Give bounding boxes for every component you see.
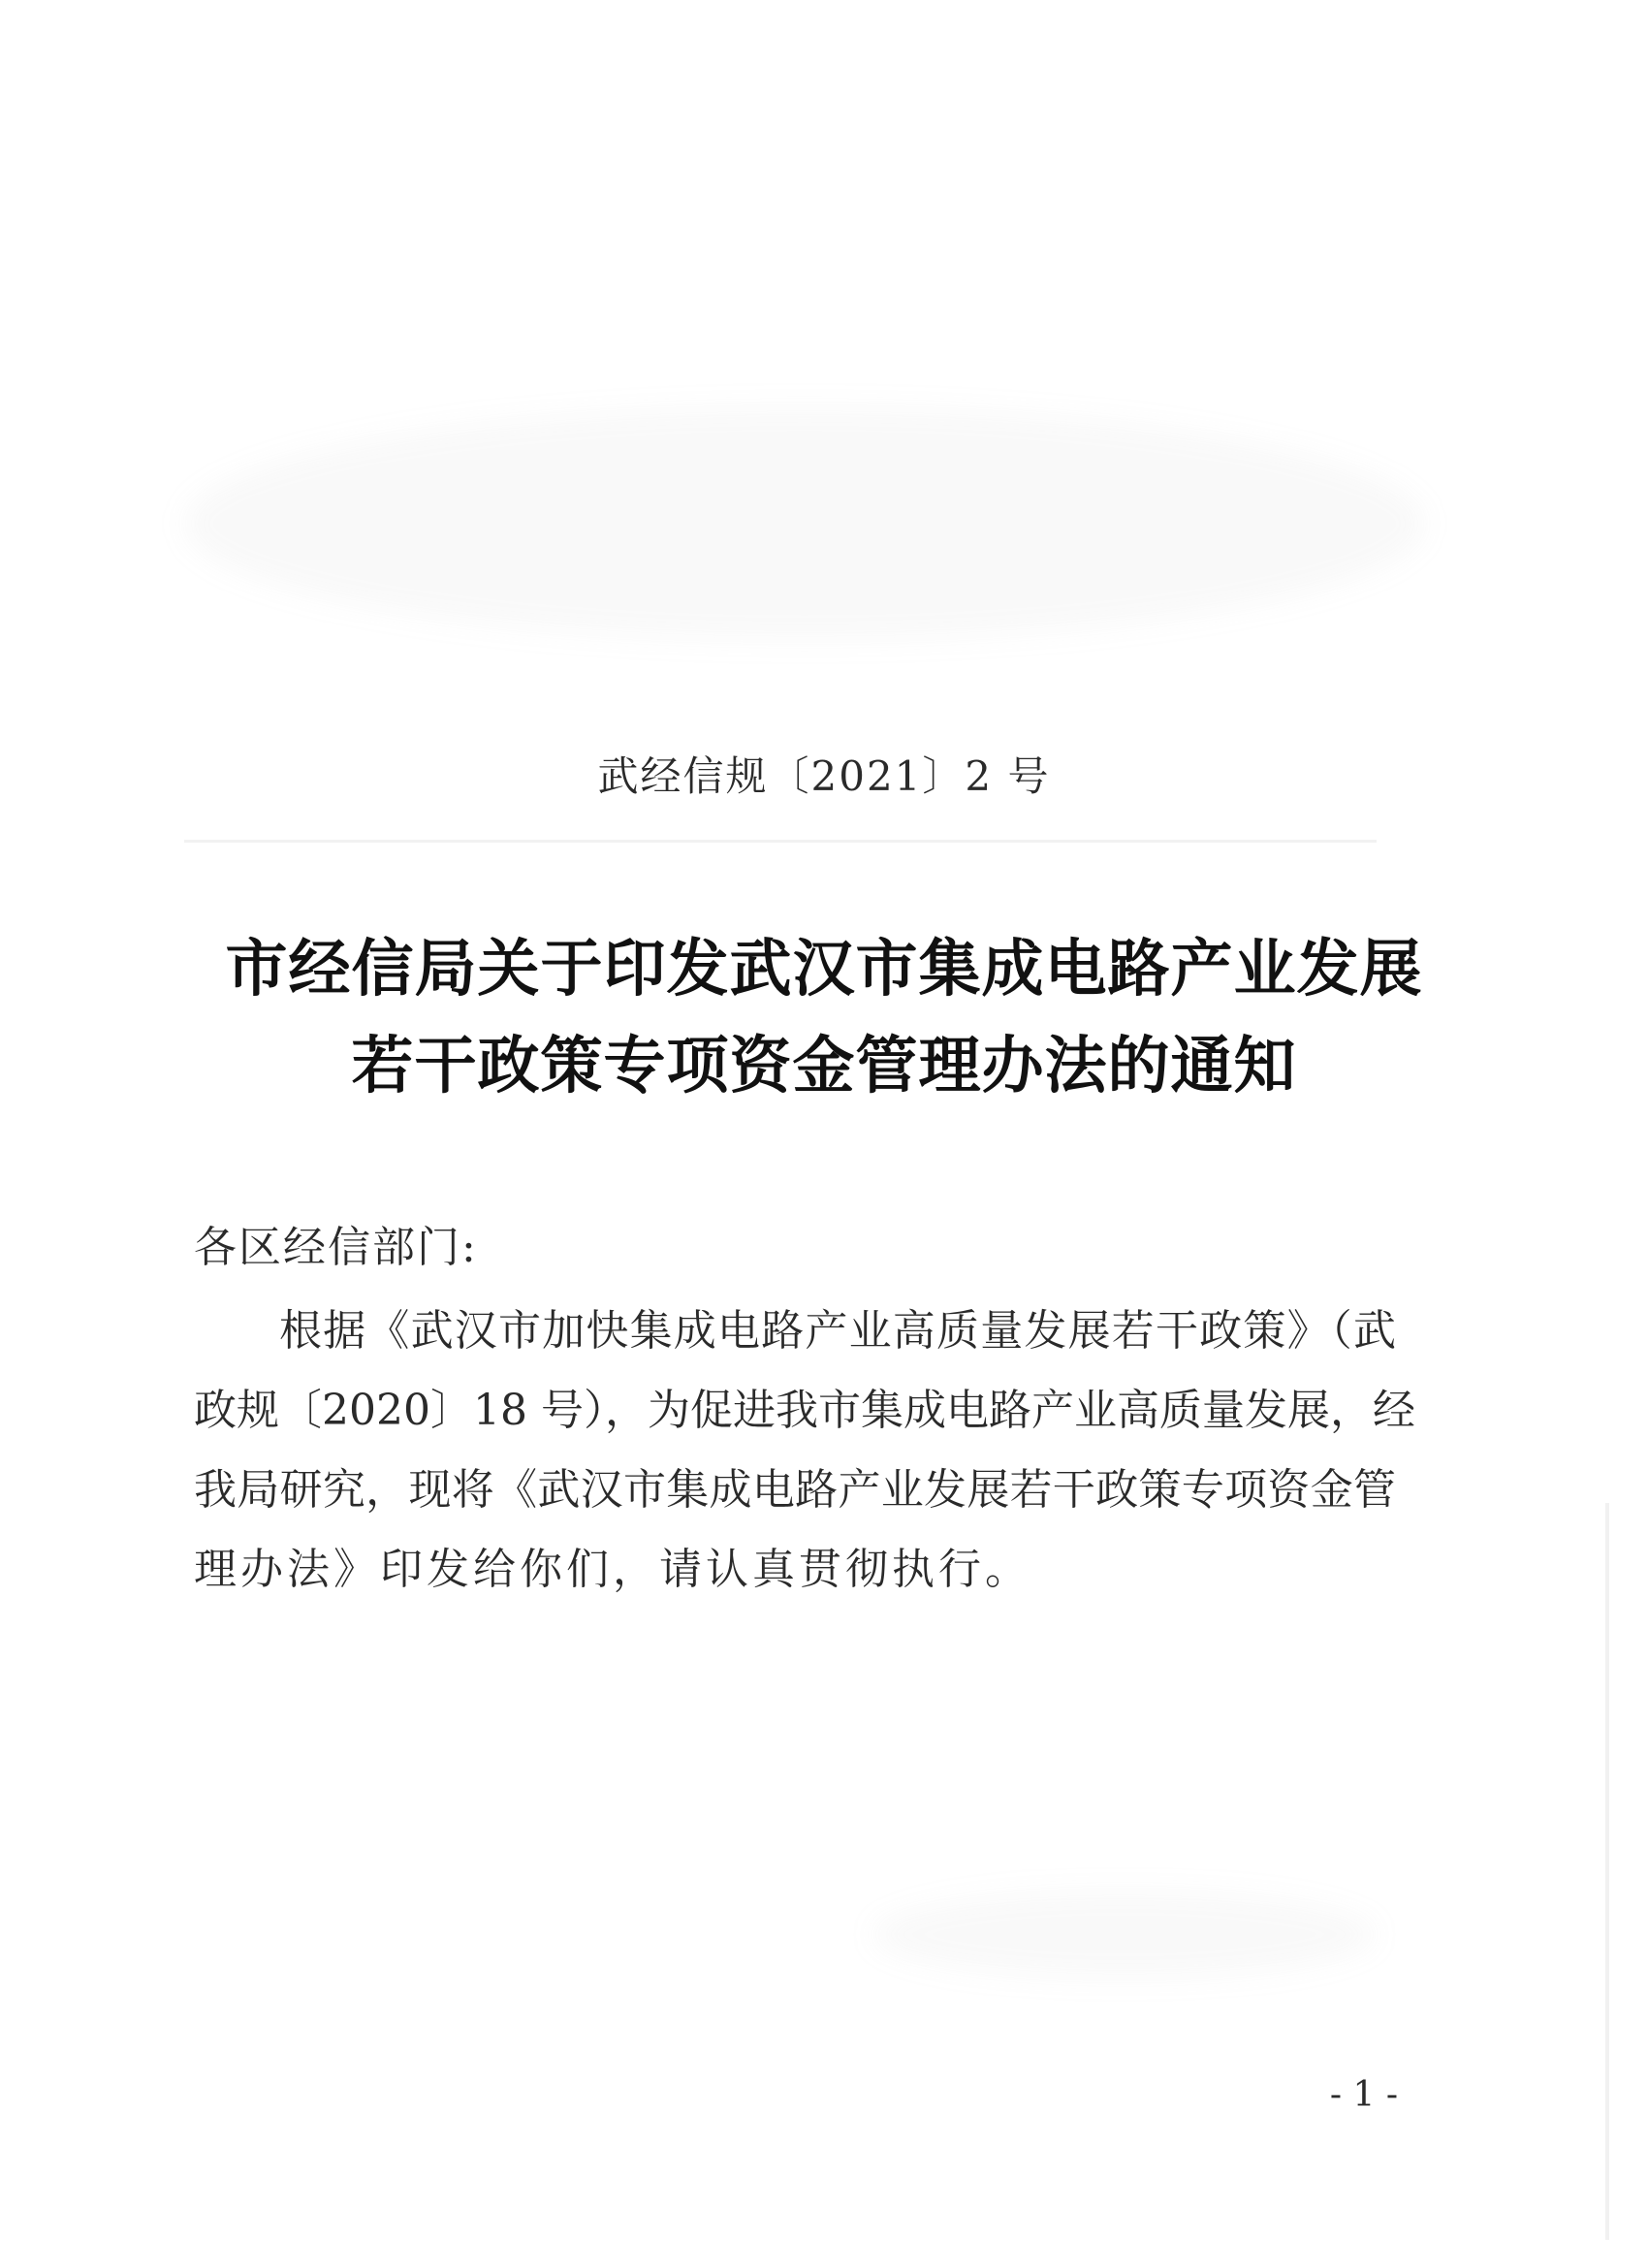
body-line: 根据《武汉市加快集成电路产业高质量发展若干政策》（武 xyxy=(279,1306,1396,1356)
title-line-2: 若干政策专项资金管理办法的通知 xyxy=(351,1030,1297,1102)
scan-edge-shadow xyxy=(1605,1503,1609,2240)
body-line: 理办法》印发给你们，请认真贯彻执行。 xyxy=(194,1545,1031,1594)
scan-smudge xyxy=(184,407,1425,640)
title-line-1: 市经信局关于印发武汉市集成电路产业发展 xyxy=(225,933,1423,1006)
body-line: 政规〔2020〕18 号），为促进我市集成电路产业高质量发展，经 xyxy=(194,1386,1415,1435)
scan-smudge xyxy=(872,1891,1377,1978)
page-number: - 1 - xyxy=(1329,2075,1398,2115)
document-number: 武经信规〔2021〕2 号 xyxy=(597,752,1051,800)
body-paragraph xyxy=(194,1292,1415,1610)
body-line: 我局研究，现将《武汉市集成电路产业发展若干政策专项资金管 xyxy=(194,1465,1396,1515)
addressee: 各区经信部门: xyxy=(194,1223,478,1272)
faint-separator-line xyxy=(184,840,1377,843)
document-title xyxy=(0,921,1648,1115)
